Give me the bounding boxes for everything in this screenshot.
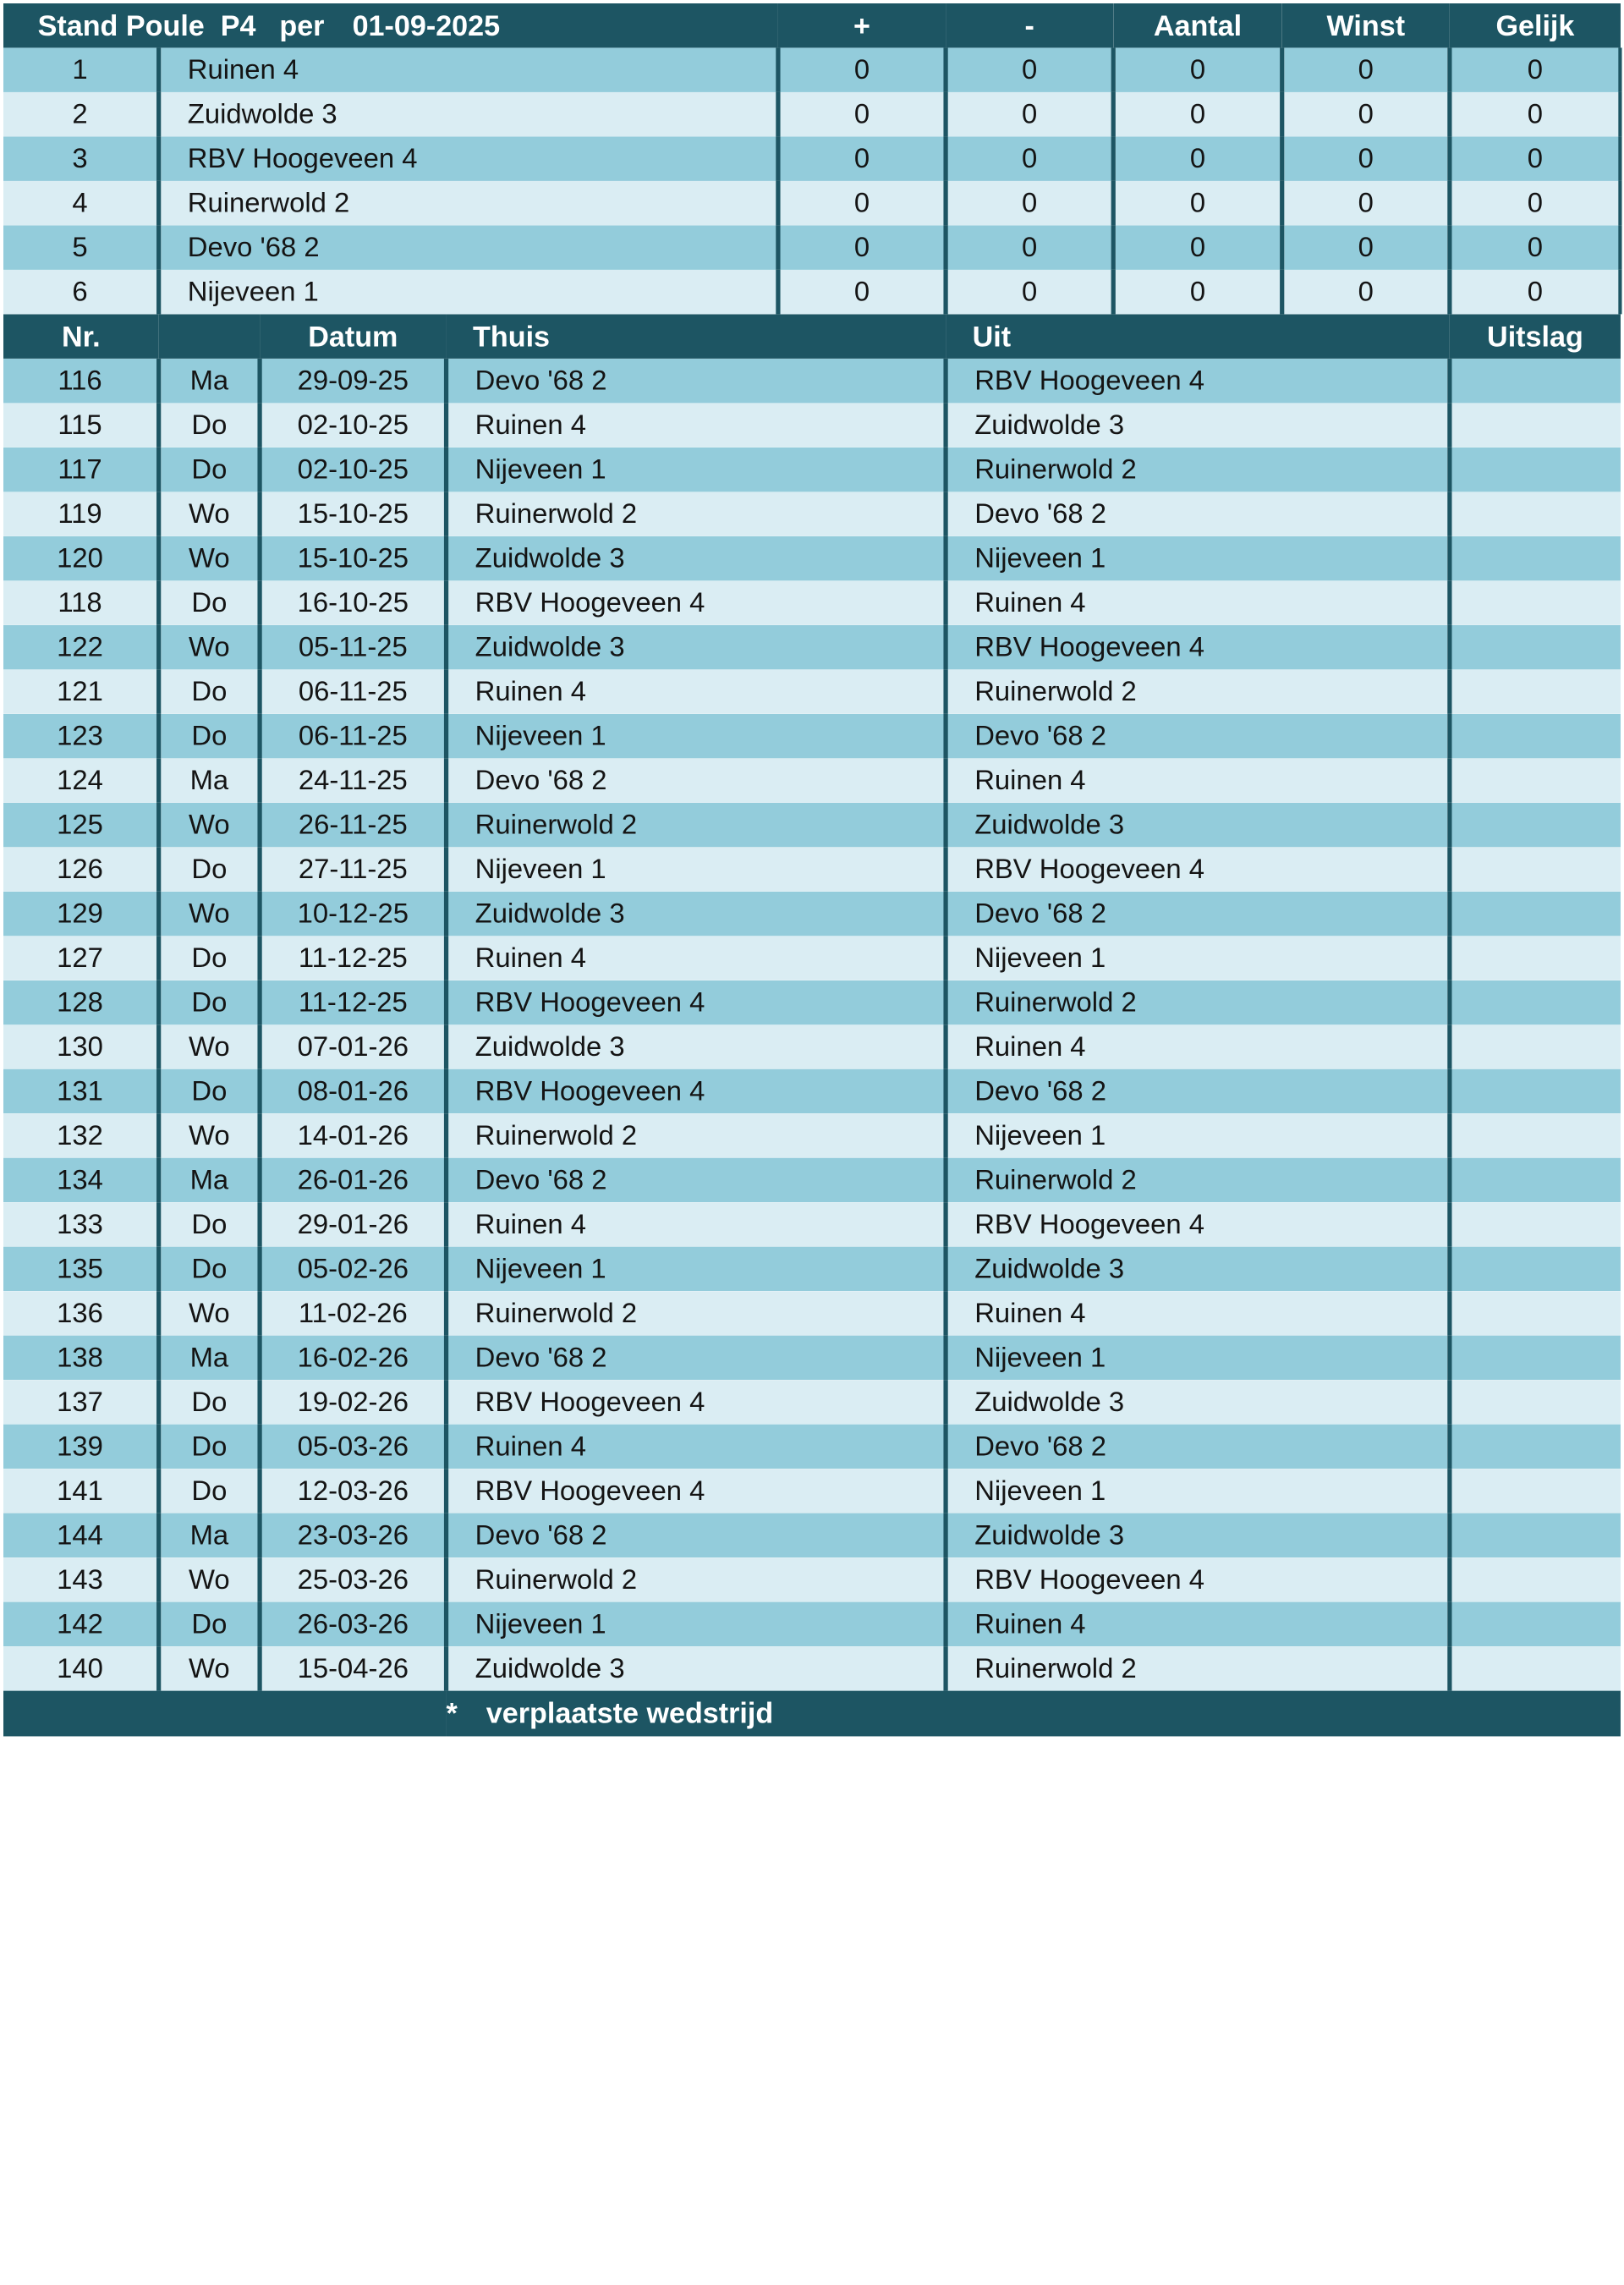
match-day: Do bbox=[159, 1425, 260, 1469]
match-row bbox=[3, 1513, 1621, 1557]
match-result bbox=[1450, 1557, 1621, 1601]
footer-note-cell bbox=[447, 1691, 1621, 1737]
match-away-team: Zuidwolde 3 bbox=[946, 1513, 1450, 1557]
match-home-team: RBV Hoogeveen 4 bbox=[447, 1380, 946, 1424]
match-away-team: Devo '68 2 bbox=[946, 892, 1450, 936]
match-date: 24-11-25 bbox=[260, 758, 446, 802]
col-header-gelijk: Gelijk bbox=[1450, 3, 1621, 47]
match-result bbox=[1450, 669, 1621, 713]
match-result bbox=[1450, 714, 1621, 758]
standings-minus: 0 bbox=[946, 270, 1113, 314]
standings-aantal: 0 bbox=[1113, 136, 1281, 180]
standings-row bbox=[3, 270, 1621, 314]
standings-gelijk: 0 bbox=[1450, 92, 1621, 136]
match-date: 15-10-25 bbox=[260, 492, 446, 536]
match-row bbox=[3, 403, 1621, 447]
col-header-thuis: Thuis bbox=[447, 314, 946, 358]
match-number: 131 bbox=[3, 1069, 159, 1113]
match-day: Do bbox=[159, 1202, 260, 1246]
col-header-aantal: Aantal bbox=[1113, 3, 1281, 47]
match-row bbox=[3, 758, 1621, 802]
match-home-team: Ruinen 4 bbox=[447, 936, 946, 980]
standings-plus: 0 bbox=[778, 225, 946, 269]
match-date: 19-02-26 bbox=[260, 1380, 446, 1424]
standings-gelijk: 0 bbox=[1450, 47, 1621, 91]
match-date: 08-01-26 bbox=[260, 1069, 446, 1113]
match-home-team: RBV Hoogeveen 4 bbox=[447, 1469, 946, 1513]
match-number: 137 bbox=[3, 1380, 159, 1424]
match-number: 115 bbox=[3, 403, 159, 447]
standings-row bbox=[3, 136, 1621, 180]
match-day: Do bbox=[159, 847, 260, 891]
match-result bbox=[1450, 1469, 1621, 1513]
match-home-team: Nijeveen 1 bbox=[447, 448, 946, 492]
match-day: Wo bbox=[159, 1024, 260, 1068]
match-number: 127 bbox=[3, 936, 159, 980]
match-date: 26-11-25 bbox=[260, 803, 446, 847]
match-result bbox=[1450, 1602, 1621, 1646]
match-date: 27-11-25 bbox=[260, 847, 446, 891]
standings-team: Nijeveen 1 bbox=[159, 270, 778, 314]
match-home-team: Ruinerwold 2 bbox=[447, 492, 946, 536]
match-date: 05-11-25 bbox=[260, 625, 446, 669]
match-date: 10-12-25 bbox=[260, 892, 446, 936]
match-day: Do bbox=[159, 1469, 260, 1513]
match-home-team: Zuidwolde 3 bbox=[447, 1024, 946, 1068]
match-day: Do bbox=[159, 580, 260, 624]
standings-winst: 0 bbox=[1282, 92, 1450, 136]
standings-winst: 0 bbox=[1282, 225, 1450, 269]
match-date: 06-11-25 bbox=[260, 714, 446, 758]
match-result bbox=[1450, 936, 1621, 980]
col-header-datum: Datum bbox=[260, 314, 446, 358]
match-day: Do bbox=[159, 1602, 260, 1646]
match-date: 06-11-25 bbox=[260, 669, 446, 713]
match-number: 132 bbox=[3, 1113, 159, 1157]
match-day: Ma bbox=[159, 1336, 260, 1380]
match-away-team: Ruinerwold 2 bbox=[946, 980, 1450, 1024]
match-row bbox=[3, 580, 1621, 624]
match-date: 15-10-25 bbox=[260, 536, 446, 580]
match-result bbox=[1450, 847, 1621, 891]
match-home-team: Zuidwolde 3 bbox=[447, 892, 946, 936]
match-row bbox=[3, 1469, 1621, 1513]
match-row bbox=[3, 1646, 1621, 1690]
match-away-team: Devo '68 2 bbox=[946, 492, 1450, 536]
match-result bbox=[1450, 1380, 1621, 1424]
match-date: 16-10-25 bbox=[260, 580, 446, 624]
match-home-team: Devo '68 2 bbox=[447, 758, 946, 802]
match-home-team: Devo '68 2 bbox=[447, 1158, 946, 1202]
match-day: Do bbox=[159, 403, 260, 447]
match-date: 29-01-26 bbox=[260, 1202, 446, 1246]
match-home-team: Ruinerwold 2 bbox=[447, 1557, 946, 1601]
footer-note: verplaatste wedstrijd bbox=[486, 1696, 774, 1730]
match-row bbox=[3, 669, 1621, 713]
match-row bbox=[3, 1336, 1621, 1380]
match-date: 26-01-26 bbox=[260, 1158, 446, 1202]
match-date: 05-03-26 bbox=[260, 1425, 446, 1469]
match-date: 14-01-26 bbox=[260, 1113, 446, 1157]
schedule-header-body bbox=[3, 314, 1621, 358]
match-away-team: RBV Hoogeveen 4 bbox=[946, 1557, 1450, 1601]
match-away-team: Devo '68 2 bbox=[946, 714, 1450, 758]
match-day: Ma bbox=[159, 359, 260, 403]
standings-plus: 0 bbox=[778, 136, 946, 180]
match-result bbox=[1450, 1291, 1621, 1335]
match-day: Wo bbox=[159, 492, 260, 536]
standings-aantal: 0 bbox=[1113, 92, 1281, 136]
match-result bbox=[1450, 1113, 1621, 1157]
match-away-team: Ruinen 4 bbox=[946, 1024, 1450, 1068]
match-row bbox=[3, 448, 1621, 492]
match-away-team: Devo '68 2 bbox=[946, 1425, 1450, 1469]
match-date: 11-12-25 bbox=[260, 936, 446, 980]
match-away-team: Nijeveen 1 bbox=[946, 1469, 1450, 1513]
match-day: Do bbox=[159, 936, 260, 980]
standings-aantal: 0 bbox=[1113, 270, 1281, 314]
match-result bbox=[1450, 403, 1621, 447]
standings-gelijk: 0 bbox=[1450, 225, 1621, 269]
match-row bbox=[3, 1069, 1621, 1113]
match-number: 142 bbox=[3, 1602, 159, 1646]
match-row bbox=[3, 714, 1621, 758]
match-day: Do bbox=[159, 1247, 260, 1291]
match-home-team: Ruinen 4 bbox=[447, 403, 946, 447]
match-home-team: Ruinerwold 2 bbox=[447, 803, 946, 847]
standings-team: Ruinen 4 bbox=[159, 47, 778, 91]
match-result bbox=[1450, 1425, 1621, 1469]
standings-winst: 0 bbox=[1282, 181, 1450, 225]
match-date: 02-10-25 bbox=[260, 448, 446, 492]
match-number: 140 bbox=[3, 1646, 159, 1690]
match-away-team: Zuidwolde 3 bbox=[946, 1247, 1450, 1291]
match-row bbox=[3, 1247, 1621, 1291]
match-day: Ma bbox=[159, 1158, 260, 1202]
standings-plus: 0 bbox=[778, 92, 946, 136]
match-row bbox=[3, 1158, 1621, 1202]
standings-team: Devo '68 2 bbox=[159, 225, 778, 269]
col-header-winst: Winst bbox=[1282, 3, 1450, 47]
match-row bbox=[3, 1202, 1621, 1246]
match-number: 122 bbox=[3, 625, 159, 669]
match-day: Wo bbox=[159, 536, 260, 580]
match-home-team: Zuidwolde 3 bbox=[447, 536, 946, 580]
match-day: Wo bbox=[159, 1646, 260, 1690]
match-day: Wo bbox=[159, 803, 260, 847]
match-date: 25-03-26 bbox=[260, 1557, 446, 1601]
match-number: 128 bbox=[3, 980, 159, 1024]
match-number: 139 bbox=[3, 1425, 159, 1469]
match-number: 120 bbox=[3, 536, 159, 580]
match-away-team: Zuidwolde 3 bbox=[946, 403, 1450, 447]
match-result bbox=[1450, 758, 1621, 802]
col-header-nr: Nr. bbox=[3, 314, 159, 358]
standings-position: 4 bbox=[3, 181, 159, 225]
standings-team: RBV Hoogeveen 4 bbox=[159, 136, 778, 180]
match-home-team: Ruinen 4 bbox=[447, 1202, 946, 1246]
match-day: Ma bbox=[159, 758, 260, 802]
standings-row bbox=[3, 225, 1621, 269]
match-away-team: Ruinerwold 2 bbox=[946, 1158, 1450, 1202]
match-away-team: Ruinerwold 2 bbox=[946, 1646, 1450, 1690]
standings-minus: 0 bbox=[946, 136, 1113, 180]
match-day: Do bbox=[159, 714, 260, 758]
standings-plus: 0 bbox=[778, 47, 946, 91]
standings-minus: 0 bbox=[946, 225, 1113, 269]
match-number: 119 bbox=[3, 492, 159, 536]
col-header-day bbox=[159, 314, 260, 358]
standings-winst: 0 bbox=[1282, 270, 1450, 314]
match-number: 130 bbox=[3, 1024, 159, 1068]
match-away-team: RBV Hoogeveen 4 bbox=[946, 359, 1450, 403]
match-result bbox=[1450, 980, 1621, 1024]
match-number: 133 bbox=[3, 1202, 159, 1246]
match-day: Do bbox=[159, 669, 260, 713]
col-header-uitslag: Uitslag bbox=[1450, 314, 1621, 358]
match-home-team: Devo '68 2 bbox=[447, 1513, 946, 1557]
match-result bbox=[1450, 580, 1621, 624]
match-row bbox=[3, 936, 1621, 980]
match-day: Wo bbox=[159, 1291, 260, 1335]
match-result bbox=[1450, 1069, 1621, 1113]
match-result bbox=[1450, 536, 1621, 580]
match-result bbox=[1450, 892, 1621, 936]
match-number: 117 bbox=[3, 448, 159, 492]
match-date: 12-03-26 bbox=[260, 1469, 446, 1513]
match-home-team: Nijeveen 1 bbox=[447, 1602, 946, 1646]
match-result bbox=[1450, 1024, 1621, 1068]
match-home-team: Ruinerwold 2 bbox=[447, 1291, 946, 1335]
match-home-team: RBV Hoogeveen 4 bbox=[447, 580, 946, 624]
standings-minus: 0 bbox=[946, 92, 1113, 136]
match-away-team: Nijeveen 1 bbox=[946, 936, 1450, 980]
match-row bbox=[3, 1113, 1621, 1157]
standings-minus: 0 bbox=[946, 47, 1113, 91]
match-day: Wo bbox=[159, 892, 260, 936]
match-away-team: RBV Hoogeveen 4 bbox=[946, 625, 1450, 669]
col-header-plus: + bbox=[778, 3, 946, 47]
standings-date: 01-09-2025 bbox=[352, 8, 501, 42]
match-day: Do bbox=[159, 1069, 260, 1113]
match-away-team: Ruinen 4 bbox=[946, 1602, 1450, 1646]
match-result bbox=[1450, 625, 1621, 669]
match-result bbox=[1450, 359, 1621, 403]
match-home-team: Devo '68 2 bbox=[447, 359, 946, 403]
standings-gelijk: 0 bbox=[1450, 136, 1621, 180]
match-row bbox=[3, 1380, 1621, 1424]
match-home-team: Ruinerwold 2 bbox=[447, 1113, 946, 1157]
standings-position: 1 bbox=[3, 47, 159, 91]
match-row bbox=[3, 1024, 1621, 1068]
match-away-team: Zuidwolde 3 bbox=[946, 803, 1450, 847]
match-result bbox=[1450, 1158, 1621, 1202]
match-date: 02-10-25 bbox=[260, 403, 446, 447]
match-day: Ma bbox=[159, 1513, 260, 1557]
match-away-team: Zuidwolde 3 bbox=[946, 1380, 1450, 1424]
col-header-uit: Uit bbox=[946, 314, 1450, 358]
poule-table bbox=[3, 3, 1621, 1737]
match-number: 141 bbox=[3, 1469, 159, 1513]
schedule-header bbox=[3, 314, 1621, 358]
match-home-team: RBV Hoogeveen 4 bbox=[447, 1069, 946, 1113]
match-date: 29-09-25 bbox=[260, 359, 446, 403]
match-result bbox=[1450, 492, 1621, 536]
match-home-team: Ruinen 4 bbox=[447, 669, 946, 713]
standings-gelijk: 0 bbox=[1450, 270, 1621, 314]
match-away-team: Ruinen 4 bbox=[946, 1291, 1450, 1335]
match-number: 126 bbox=[3, 847, 159, 891]
match-home-team: Nijeveen 1 bbox=[447, 847, 946, 891]
match-date: 07-01-26 bbox=[260, 1024, 446, 1068]
standings-position: 5 bbox=[3, 225, 159, 269]
match-day: Do bbox=[159, 1380, 260, 1424]
match-number: 121 bbox=[3, 669, 159, 713]
match-day: Wo bbox=[159, 1557, 260, 1601]
standings-position: 2 bbox=[3, 92, 159, 136]
match-number: 136 bbox=[3, 1291, 159, 1335]
match-row bbox=[3, 892, 1621, 936]
match-away-team: Devo '68 2 bbox=[946, 1069, 1450, 1113]
match-date: 26-03-26 bbox=[260, 1602, 446, 1646]
match-away-team: Ruinerwold 2 bbox=[946, 448, 1450, 492]
match-row bbox=[3, 1557, 1621, 1601]
standings-per-label: per bbox=[279, 8, 325, 42]
match-result bbox=[1450, 803, 1621, 847]
col-header-minus: - bbox=[946, 3, 1113, 47]
match-away-team: Ruinen 4 bbox=[946, 580, 1450, 624]
match-away-team: RBV Hoogeveen 4 bbox=[946, 1202, 1450, 1246]
match-date: 16-02-26 bbox=[260, 1336, 446, 1380]
match-home-team: Nijeveen 1 bbox=[447, 714, 946, 758]
match-row bbox=[3, 536, 1621, 580]
standings-row bbox=[3, 92, 1621, 136]
match-number: 124 bbox=[3, 758, 159, 802]
match-number: 143 bbox=[3, 1557, 159, 1601]
match-row bbox=[3, 803, 1621, 847]
match-row bbox=[3, 625, 1621, 669]
match-row bbox=[3, 1291, 1621, 1335]
match-date: 05-02-26 bbox=[260, 1247, 446, 1291]
match-date: 11-12-25 bbox=[260, 980, 446, 1024]
standings-aantal: 0 bbox=[1113, 225, 1281, 269]
footer-row bbox=[3, 1691, 1621, 1737]
standings-winst: 0 bbox=[1282, 47, 1450, 91]
match-row bbox=[3, 1602, 1621, 1646]
match-row bbox=[3, 1425, 1621, 1469]
match-away-team: Nijeveen 1 bbox=[946, 536, 1450, 580]
match-home-team: RBV Hoogeveen 4 bbox=[447, 980, 946, 1024]
match-away-team: RBV Hoogeveen 4 bbox=[946, 847, 1450, 891]
standings-gelijk: 0 bbox=[1450, 181, 1621, 225]
match-away-team: Nijeveen 1 bbox=[946, 1113, 1450, 1157]
match-number: 144 bbox=[3, 1513, 159, 1557]
standings-plus: 0 bbox=[778, 181, 946, 225]
standings-team: Ruinerwold 2 bbox=[159, 181, 778, 225]
match-home-team: Devo '68 2 bbox=[447, 1336, 946, 1380]
standings-row bbox=[3, 181, 1621, 225]
match-row bbox=[3, 980, 1621, 1024]
standings-team: Zuidwolde 3 bbox=[159, 92, 778, 136]
match-number: 118 bbox=[3, 580, 159, 624]
match-result bbox=[1450, 1646, 1621, 1690]
match-away-team: Nijeveen 1 bbox=[946, 1336, 1450, 1380]
match-number: 116 bbox=[3, 359, 159, 403]
standings-aantal: 0 bbox=[1113, 47, 1281, 91]
match-row bbox=[3, 847, 1621, 891]
match-number: 125 bbox=[3, 803, 159, 847]
standings-title-cell bbox=[3, 3, 778, 47]
match-result bbox=[1450, 448, 1621, 492]
match-away-team: Ruinerwold 2 bbox=[946, 669, 1450, 713]
standings-body bbox=[3, 47, 1621, 314]
match-result bbox=[1450, 1202, 1621, 1246]
footer-star: * bbox=[446, 1696, 458, 1730]
standings-position: 3 bbox=[3, 136, 159, 180]
match-result bbox=[1450, 1513, 1621, 1557]
match-day: Wo bbox=[159, 625, 260, 669]
match-number: 134 bbox=[3, 1158, 159, 1202]
match-day: Do bbox=[159, 448, 260, 492]
match-number: 123 bbox=[3, 714, 159, 758]
match-home-team: Zuidwolde 3 bbox=[447, 625, 946, 669]
match-away-team: Ruinen 4 bbox=[946, 758, 1450, 802]
standings-position: 6 bbox=[3, 270, 159, 314]
match-date: 11-02-26 bbox=[260, 1291, 446, 1335]
match-home-team: Ruinen 4 bbox=[447, 1425, 946, 1469]
match-home-team: Zuidwolde 3 bbox=[447, 1646, 946, 1690]
schedule-body bbox=[3, 359, 1621, 1691]
standings-minus: 0 bbox=[946, 181, 1113, 225]
match-number: 138 bbox=[3, 1336, 159, 1380]
match-row bbox=[3, 492, 1621, 536]
match-result bbox=[1450, 1247, 1621, 1291]
match-day: Do bbox=[159, 980, 260, 1024]
match-number: 135 bbox=[3, 1247, 159, 1291]
match-result bbox=[1450, 1336, 1621, 1380]
standings-aantal: 0 bbox=[1113, 181, 1281, 225]
match-home-team: Nijeveen 1 bbox=[447, 1247, 946, 1291]
standings-header bbox=[3, 3, 1621, 47]
match-number: 129 bbox=[3, 892, 159, 936]
standings-plus: 0 bbox=[778, 270, 946, 314]
standings-winst: 0 bbox=[1282, 136, 1450, 180]
match-date: 23-03-26 bbox=[260, 1513, 446, 1557]
standings-title: Stand Poule P4 bbox=[37, 8, 256, 42]
match-day: Wo bbox=[159, 1113, 260, 1157]
match-row bbox=[3, 359, 1621, 403]
match-date: 15-04-26 bbox=[260, 1646, 446, 1690]
standings-row bbox=[3, 47, 1621, 91]
